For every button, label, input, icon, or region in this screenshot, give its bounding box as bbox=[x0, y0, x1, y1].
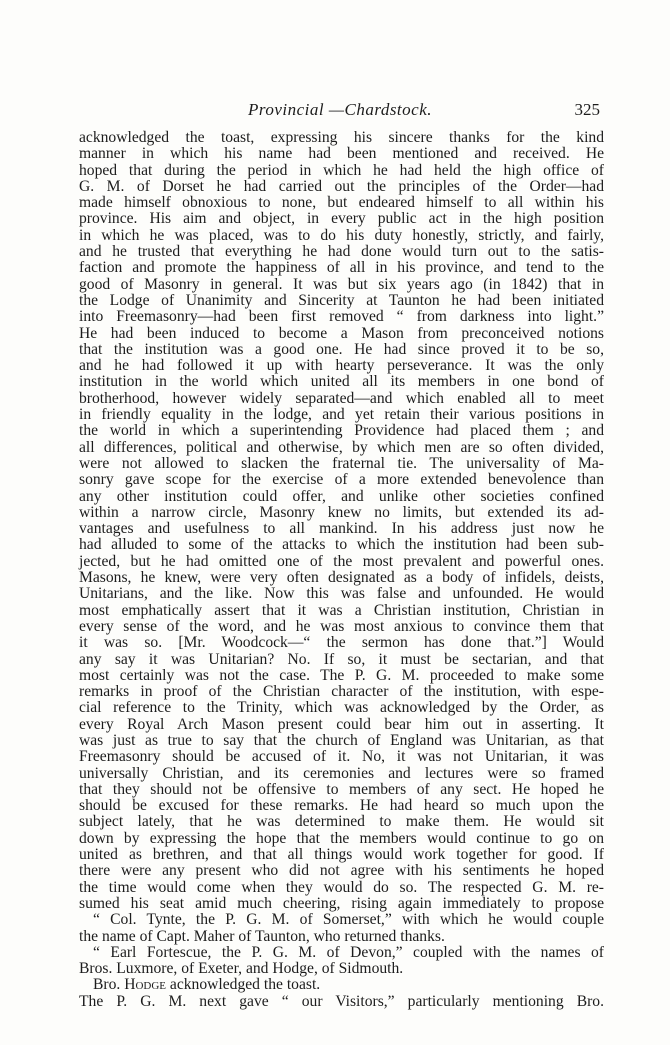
text-line: sumed his seat amid much cheering, rising again immediately to propose bbox=[79, 894, 604, 912]
text-line: the world in which a superintending Providence had placed them ; and bbox=[79, 422, 604, 440]
text-line: had alluded to some of the attacks to which the institution had been sub- bbox=[79, 536, 604, 554]
text-line: remarks in proof of the Christian character of the institution, with espe- bbox=[79, 683, 604, 701]
text-line: there were any present who did not agree with his sentiments he hoped bbox=[79, 862, 604, 880]
text-line: province. His aim and object, in every public act in the high position bbox=[79, 210, 604, 228]
text-line: Unitarians, and the like. Now this was false and unfounded. He would bbox=[79, 585, 604, 603]
text-line: down by expressing the hope that the members would continue to go on bbox=[79, 829, 604, 847]
text-line: subject lately, that he was determined to make them. He would sit bbox=[79, 813, 604, 831]
speaker-name: Hodge bbox=[124, 976, 167, 994]
text-line: brotherhood, however widely separated—and which enabled all to meet bbox=[79, 389, 604, 407]
text-run: acknowledged the toast. bbox=[169, 976, 321, 994]
text-line: “ Col. Tynte, the P. G. M. of Somerset,” with which he would couple bbox=[93, 911, 604, 929]
text-line: united as brethren, and that all things would work together for good. If bbox=[79, 846, 604, 864]
text-line: the Lodge of Unanimity and Sincerity at Taunton he had been initiated bbox=[79, 291, 604, 309]
running-title: Provincial —Chardstock. bbox=[248, 100, 432, 119]
text-line: sonry gave scope for the exercise of a more extended benevolence than bbox=[79, 471, 604, 489]
text-line: Freemasonry should be accused of it. No, it was not Unitarian, it was bbox=[79, 748, 604, 766]
page-number: 325 bbox=[574, 100, 600, 119]
text-line: institution in the world which united all its members in one bond of bbox=[79, 373, 604, 391]
text-line: any other institution could offer, and unlike other societies confined bbox=[79, 487, 604, 505]
text-line: jected, but he had omitted one of the most prevalent and powerful ones. bbox=[79, 552, 604, 570]
text-line: into Freemasonry—had been first removed “ from darkness into light.” bbox=[79, 308, 604, 326]
text-line: most certainly was not the case. The P. G. M. proceeded to make some bbox=[79, 666, 604, 684]
text-line: made himself obnoxious to none, but endeared himself to all within his bbox=[79, 194, 604, 212]
text-line: that the institution was a good one. He had since proved it to be so, bbox=[79, 340, 604, 358]
text-line: vantages and usefulness to all mankind. In his address just now he bbox=[79, 520, 604, 538]
text-line: He had been induced to become a Mason from preconceived notions bbox=[79, 324, 604, 342]
text-line: the time would come when they would do so. The respected G. M. re- bbox=[79, 878, 604, 896]
text-line: G. M. of Dorset he had carried out the principles of the Order—had bbox=[79, 177, 604, 195]
text-line: Masons, he knew, were very often designated as a body of infidels, deists, bbox=[79, 569, 604, 587]
text-line: it was so. [Mr. Woodcock—“ the sermon has done that.”] Would bbox=[79, 634, 604, 652]
text-line: the name of Capt. Maher of Taunton, who returned thanks. bbox=[79, 927, 445, 945]
text-line: that they should not be offensive to members of any sect. He hoped he bbox=[79, 780, 604, 798]
text-line: manner in which his name had been mentioned and received. He bbox=[79, 145, 604, 163]
text-line: in which he was placed, was to do his duty honestly, strictly, and fairly, bbox=[79, 226, 604, 244]
text-line: hoped that during the period in which he had held the high office of bbox=[79, 161, 604, 179]
text-line: and he trusted that everything he had done would turn out to the satis- bbox=[79, 243, 604, 261]
text-run: Bro. bbox=[93, 976, 121, 994]
text-line: was just as true to say that the church of England was Unitarian, as that bbox=[79, 731, 604, 749]
text-line: and he had followed it up with hearty perseverance. It was the only bbox=[79, 357, 604, 375]
text-line: in friendly equality in the lodge, and yet retain their various positions in bbox=[79, 406, 604, 424]
text-line: were not allowed to slacken the fraternal tie. The universality of Ma- bbox=[79, 454, 604, 472]
text-line: should be excused for these remarks. He had heard so much upon the bbox=[79, 797, 604, 815]
text-line: “ Earl Fortescue, the P. G. M. of Devon,” coupled with the names of bbox=[93, 943, 604, 961]
text-line: most emphatically assert that it was a Christian institution, Christian in bbox=[79, 601, 604, 619]
text-line: every Royal Arch Mason present could bear him out in asserting. It bbox=[79, 715, 604, 733]
text-line: Bros. Luxmore, of Exeter, and Hodge, of Sidmouth. bbox=[79, 960, 404, 978]
body-text bbox=[79, 130, 604, 1010]
text-line: universally Christian, and its ceremonies and lectures were so framed bbox=[79, 764, 604, 782]
text-line: all differences, political and otherwise, by which men are so often divided, bbox=[79, 438, 604, 456]
text-line: every sense of the word, and he was most anxious to convince them that bbox=[79, 617, 604, 635]
text-line: within a narrow circle, Masonry knew no limits, but extended its ad- bbox=[79, 503, 604, 521]
text-line: cial reference to the Trinity, which was acknowledged by the Order, as bbox=[79, 699, 604, 717]
text-line: acknowledged the toast, expressing his sincere thanks for the kind bbox=[79, 129, 604, 146]
text-line bbox=[79, 977, 604, 993]
running-head bbox=[80, 100, 600, 122]
text-line: good of Masonry in general. It was but six years ago (in 1842) that in bbox=[79, 275, 604, 293]
text-line: faction and promote the happiness of all in his province, and tend to the bbox=[79, 259, 604, 277]
text-line: The P. G. M. next gave “ our Visitors,” particularly mentioning Bro. bbox=[79, 992, 604, 1010]
text-line: any say it was Unitarian? No. If so, it must be sectarian, and that bbox=[79, 650, 604, 668]
